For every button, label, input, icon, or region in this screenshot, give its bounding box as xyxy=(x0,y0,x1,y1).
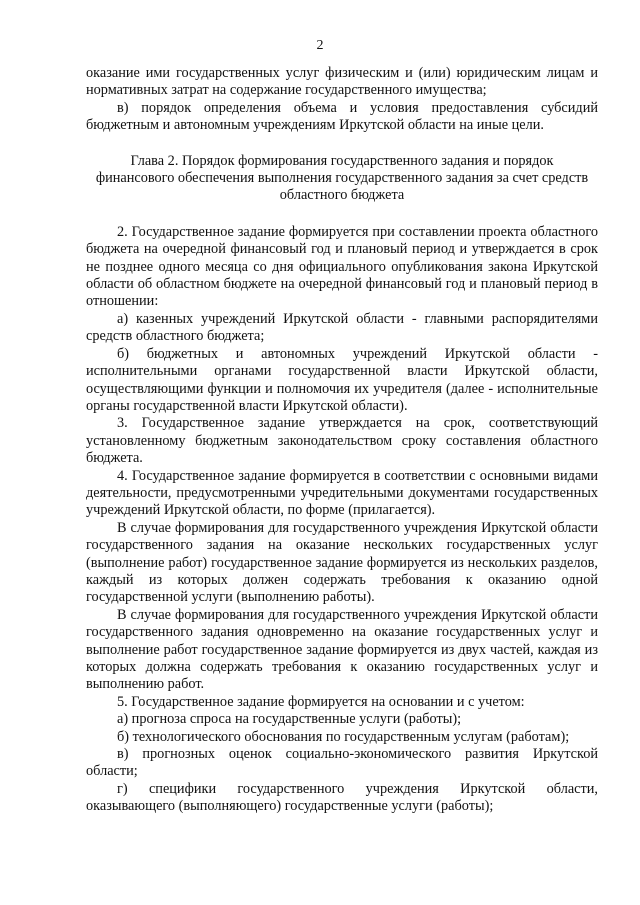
clause-5: 5. Государственное задание формируется на основании и с учетом: xyxy=(117,693,525,710)
clause-5-item-b: б) технологического обоснования по государственным услугам (работам); xyxy=(117,728,570,745)
clause-5-item-g: г) специфики государственного учреждения Иркутской области, оказывающего (выполняющего) государственные услуги (работы); xyxy=(86,780,598,815)
clause-2-item-a: а) казенных учреждений Иркутской области - главными распорядителями средств областного бюджета; xyxy=(86,310,598,345)
clause-2-item-b: б) бюджетных и автономных учреждений Иркутской области - исполнительными органами государственной власти Иркутской области, осуществляющими функции и полномочия их учредителя (далее - исполнительные органы государственной власти Иркутской области). xyxy=(86,345,598,414)
clause-2: 2. Государственное задание формируется при составлении проекта областного бюджета на очередной финансовый год и плановый период и утверждается в срок не позднее одного месяца со дня официального опубликования закона Иркутской области об областном бюджете на очередной финансовый год и плановый период в отношении: xyxy=(86,223,598,310)
paragraph-item-v: в) порядок определения объема и условия предоставления субсидий бюджетным и автономным учреждениям Иркутской области на иные цели. xyxy=(86,99,598,134)
clause-5-item-a: а) прогноза спроса на государственные услуги (работы); xyxy=(117,711,462,728)
paragraph-continuation: оказание ими государственных услуг физическим и (или) юридическим лицам и нормативных затрат на содержание государственного имущества; xyxy=(86,65,598,99)
page-number: 2 xyxy=(316,38,324,53)
clause-5-item-v: в) прогнозных оценок социально-экономического развития Иркутской области; xyxy=(86,746,598,780)
clause-4: 4. Государственное задание формируется в соответствии с основными видами деятельности, предусмотренными учредительными документами государственных учреждений Иркутской области, по форме (прилагается). xyxy=(86,467,598,519)
clause-4-paragraph-2: В случае формирования для государственного учреждения Иркутской области государственного задания на оказание нескольких государственных услуг (выполнение работ) государственное задание формируется из нескольких разделов, каждый из которых должен содержать требования к оказанию одной государственной услуги (выполнению работы). xyxy=(86,519,598,606)
chapter-title: Глава 2. Порядок формирования государственного задания и порядок финансового обеспечения выполнения государственного задания за счет средств областного бюджета xyxy=(95,152,589,204)
clause-4-paragraph-3: В случае формирования для государственного учреждения Иркутской области государственного задания одновременно на оказание государственных услуг и выполнение работ государственное задание формируется из двух частей, каждая из которых должна содержать требования к оказанию государственных услуг и выполнению работ. xyxy=(86,606,598,693)
clause-3: 3. Государственное задание утверждается на срок, соответствующий установленному бюджетным законодательством сроку составления областного бюджета. xyxy=(86,415,598,467)
document-body xyxy=(86,65,598,816)
